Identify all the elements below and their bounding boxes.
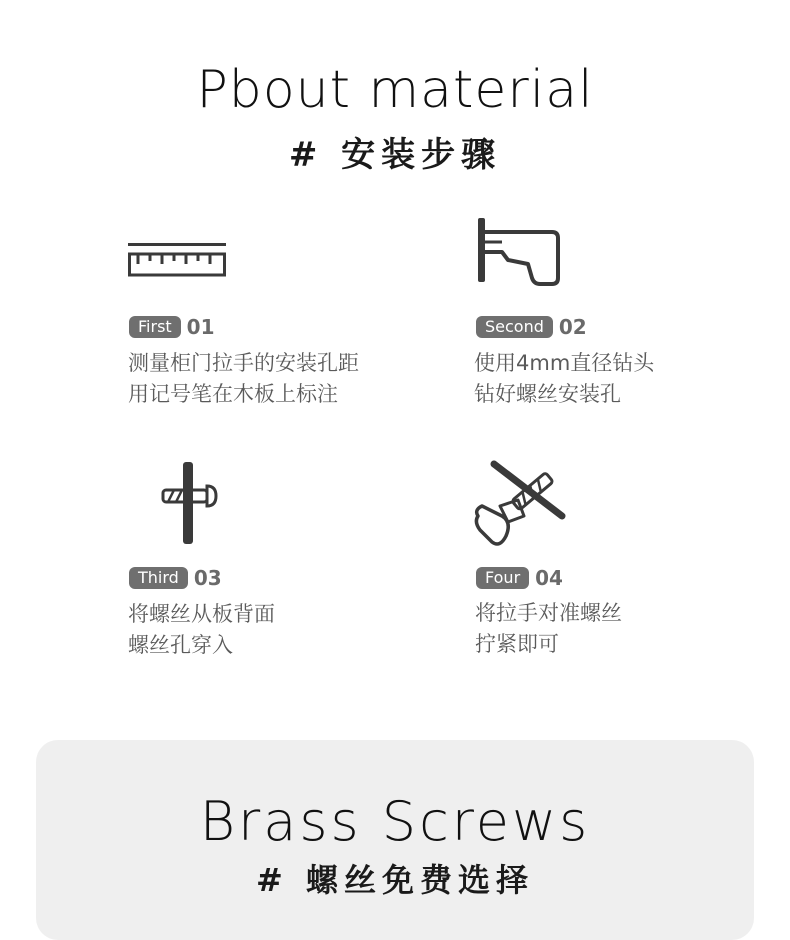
- step-number: 03: [193, 566, 222, 590]
- step-desc-line: 将螺丝从板背面: [128, 602, 275, 626]
- step-badge: First: [129, 316, 181, 338]
- step-number: 01: [186, 315, 215, 339]
- ruler-icon: [128, 240, 228, 280]
- brass-screws-title-zh: # 螺丝免费选择: [256, 861, 534, 899]
- step-number: 04: [535, 566, 563, 590]
- step-desc-line: 钻好螺丝安装孔: [474, 382, 621, 406]
- step-desc-line: 螺丝孔穿入: [128, 633, 233, 657]
- step-desc-line: 用记号笔在木板上标注: [128, 382, 338, 406]
- step-desc-line: 使用4mm直径钻头: [474, 351, 655, 375]
- screw-through-board-icon: [160, 460, 220, 546]
- section-title-en: Pbout material: [196, 60, 594, 120]
- step-desc-line: 将拉手对准螺丝: [475, 601, 622, 625]
- step-number: 02: [558, 315, 587, 339]
- drill-icon: [472, 216, 564, 290]
- step-badge: Four: [476, 567, 529, 589]
- step-desc-line: 拧紧即可: [475, 632, 559, 656]
- step-badge: Third: [129, 567, 188, 589]
- handle-screw-icon: [472, 460, 570, 548]
- brass-screws-title-en: Brass Screws: [199, 790, 591, 853]
- section-title-zh: # 安装步骤: [288, 135, 502, 175]
- step-desc-line: 测量柜门拉手的安装孔距: [128, 351, 359, 375]
- step-badge: Second: [476, 316, 553, 338]
